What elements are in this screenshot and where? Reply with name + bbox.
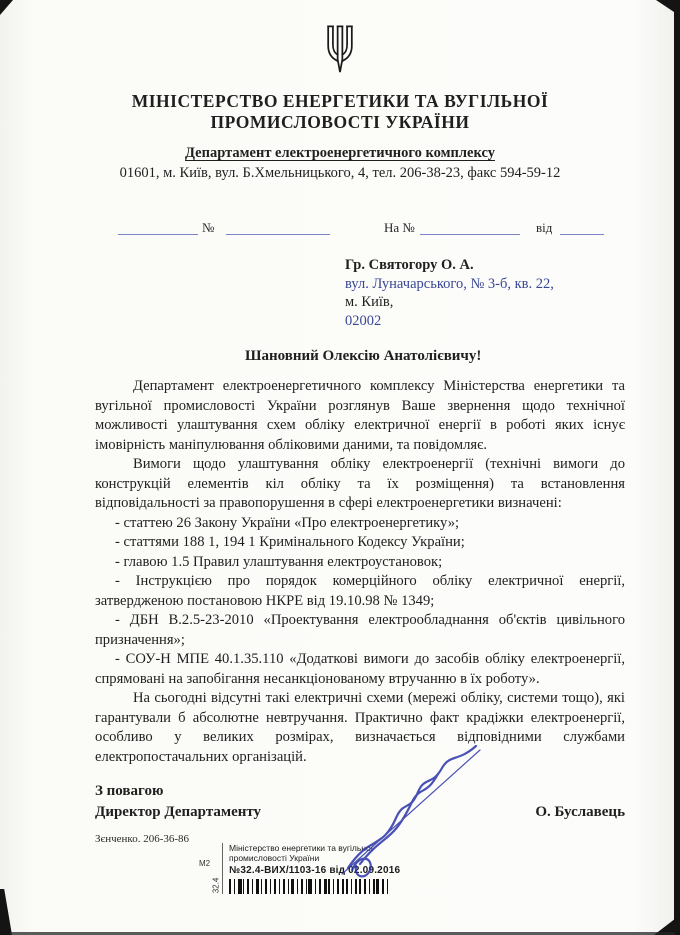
executor-contact: Зєнченко. 206-36-86: [95, 833, 190, 845]
signer-title: Директор Департаменту: [95, 804, 262, 820]
stamp-org-line2: промисловості України: [229, 853, 320, 863]
signer-name: О. Буславець: [535, 804, 625, 820]
barcode: [229, 879, 389, 894]
list-item: - главою 1.5 Правил улаштування електроустановок;: [115, 553, 443, 570]
scan-corner-top-right: [656, 0, 680, 16]
scan-corner-top-left: [0, 0, 13, 15]
recipient-block: [345, 256, 680, 330]
list-item: - СОУ-Н МПЕ 40.1.35.110 «Додаткові вимоги до засобів обліку електроенергії, спрямовані на запобігання несанкціонованому втручанню в їх роботу».: [95, 651, 625, 687]
paragraph: На сьогодні відсутні такі електричні схеми (мережі обліку, системи тощо), які гарантували б абсолютне невтручання. Практично факт крадіжки електроенергії, особливо у великих розмірах, визначається відповідними службами електропостачальних організацій.: [95, 690, 625, 765]
incoming-number-label: На №: [384, 220, 415, 235]
stamp-org-line1: Міністерство енергетики та вугільної: [229, 843, 374, 853]
registration-number: №32.4-ВИХ/1103-16 від 02.09.2016: [229, 865, 401, 876]
ukraine-trident-icon: [0, 24, 680, 81]
closing-regards: З повагою: [95, 783, 164, 799]
scan-corner-bottom-left: [0, 889, 12, 935]
list-item: - ДБН В.2.5-23-2010 «Проектування електрообладнання об'єктів цивільного призначення»;: [95, 612, 625, 648]
list-item: - Інструкцією про порядок комерційного обліку електричної енергії, затвердженою постановою НКРЕ від 19.10.98 № 1349;: [95, 573, 625, 609]
list-item: - статтею 26 Закону України «Про електроенергетику»;: [115, 514, 460, 531]
reference-blank-line: [226, 220, 330, 235]
recipient-street: вул. Луначарського, № 3-б, кв. 22,: [345, 275, 554, 292]
recipient-name: Гр. Святогору О. А.: [345, 257, 474, 273]
paragraph: Вимоги щодо улаштування обліку електроенергії (технічні вимоги до конструкцій елементів кіл обліку та їх розміщення) та встановлення відповідальності за правопорушення в сфері електроенергетики визначені:: [95, 456, 625, 511]
stamp-side-mark: М2: [199, 859, 211, 868]
salutation: Шановний Олексію Анатолієвичу!: [245, 348, 482, 364]
letter-body: [95, 377, 625, 767]
date-label: від: [536, 220, 553, 235]
reference-fields: [0, 220, 680, 238]
scan-edge-right: [674, 0, 680, 935]
ministry-name: [0, 91, 680, 133]
recipient-postcode: 02002: [345, 312, 382, 329]
ministry-name-line2: ПРОМИСЛОВОСТІ УКРАЇНИ: [210, 112, 470, 132]
reference-blank-line: [420, 220, 520, 235]
stamp-side-code: 32.4: [211, 877, 221, 894]
department-name: Департамент електроенергетичного комплексу: [185, 145, 495, 161]
recipient-city: м. Київ,: [345, 294, 394, 310]
paragraph: Департамент електроенергетичного комплексу Міністерства енергетики та вугільної промисловості України розглянув Ваше звернення щодо технічної можливості улаштування схем обліку електричної енергії в роботі яких існує імовірність маніпулювання обліковими даними, та повідомляє.: [95, 378, 625, 453]
list-item: - статтями 188 1, 194 1 Кримінального Кодексу України;: [115, 534, 465, 550]
letterhead-address: 01601, м. Київ, вул. Б.Хмельницького, 4, тел. 206-38-23, факс 594-59-12: [119, 165, 561, 181]
reference-blank-line: [118, 220, 198, 235]
ministry-name-line1: МІНІСТЕРСТВО ЕНЕРГЕТИКИ ТА ВУГІЛЬНОЇ: [131, 91, 549, 111]
outgoing-number-label: №: [202, 220, 215, 235]
reference-blank-line: [560, 220, 604, 235]
handwritten-signature: [330, 740, 500, 880]
